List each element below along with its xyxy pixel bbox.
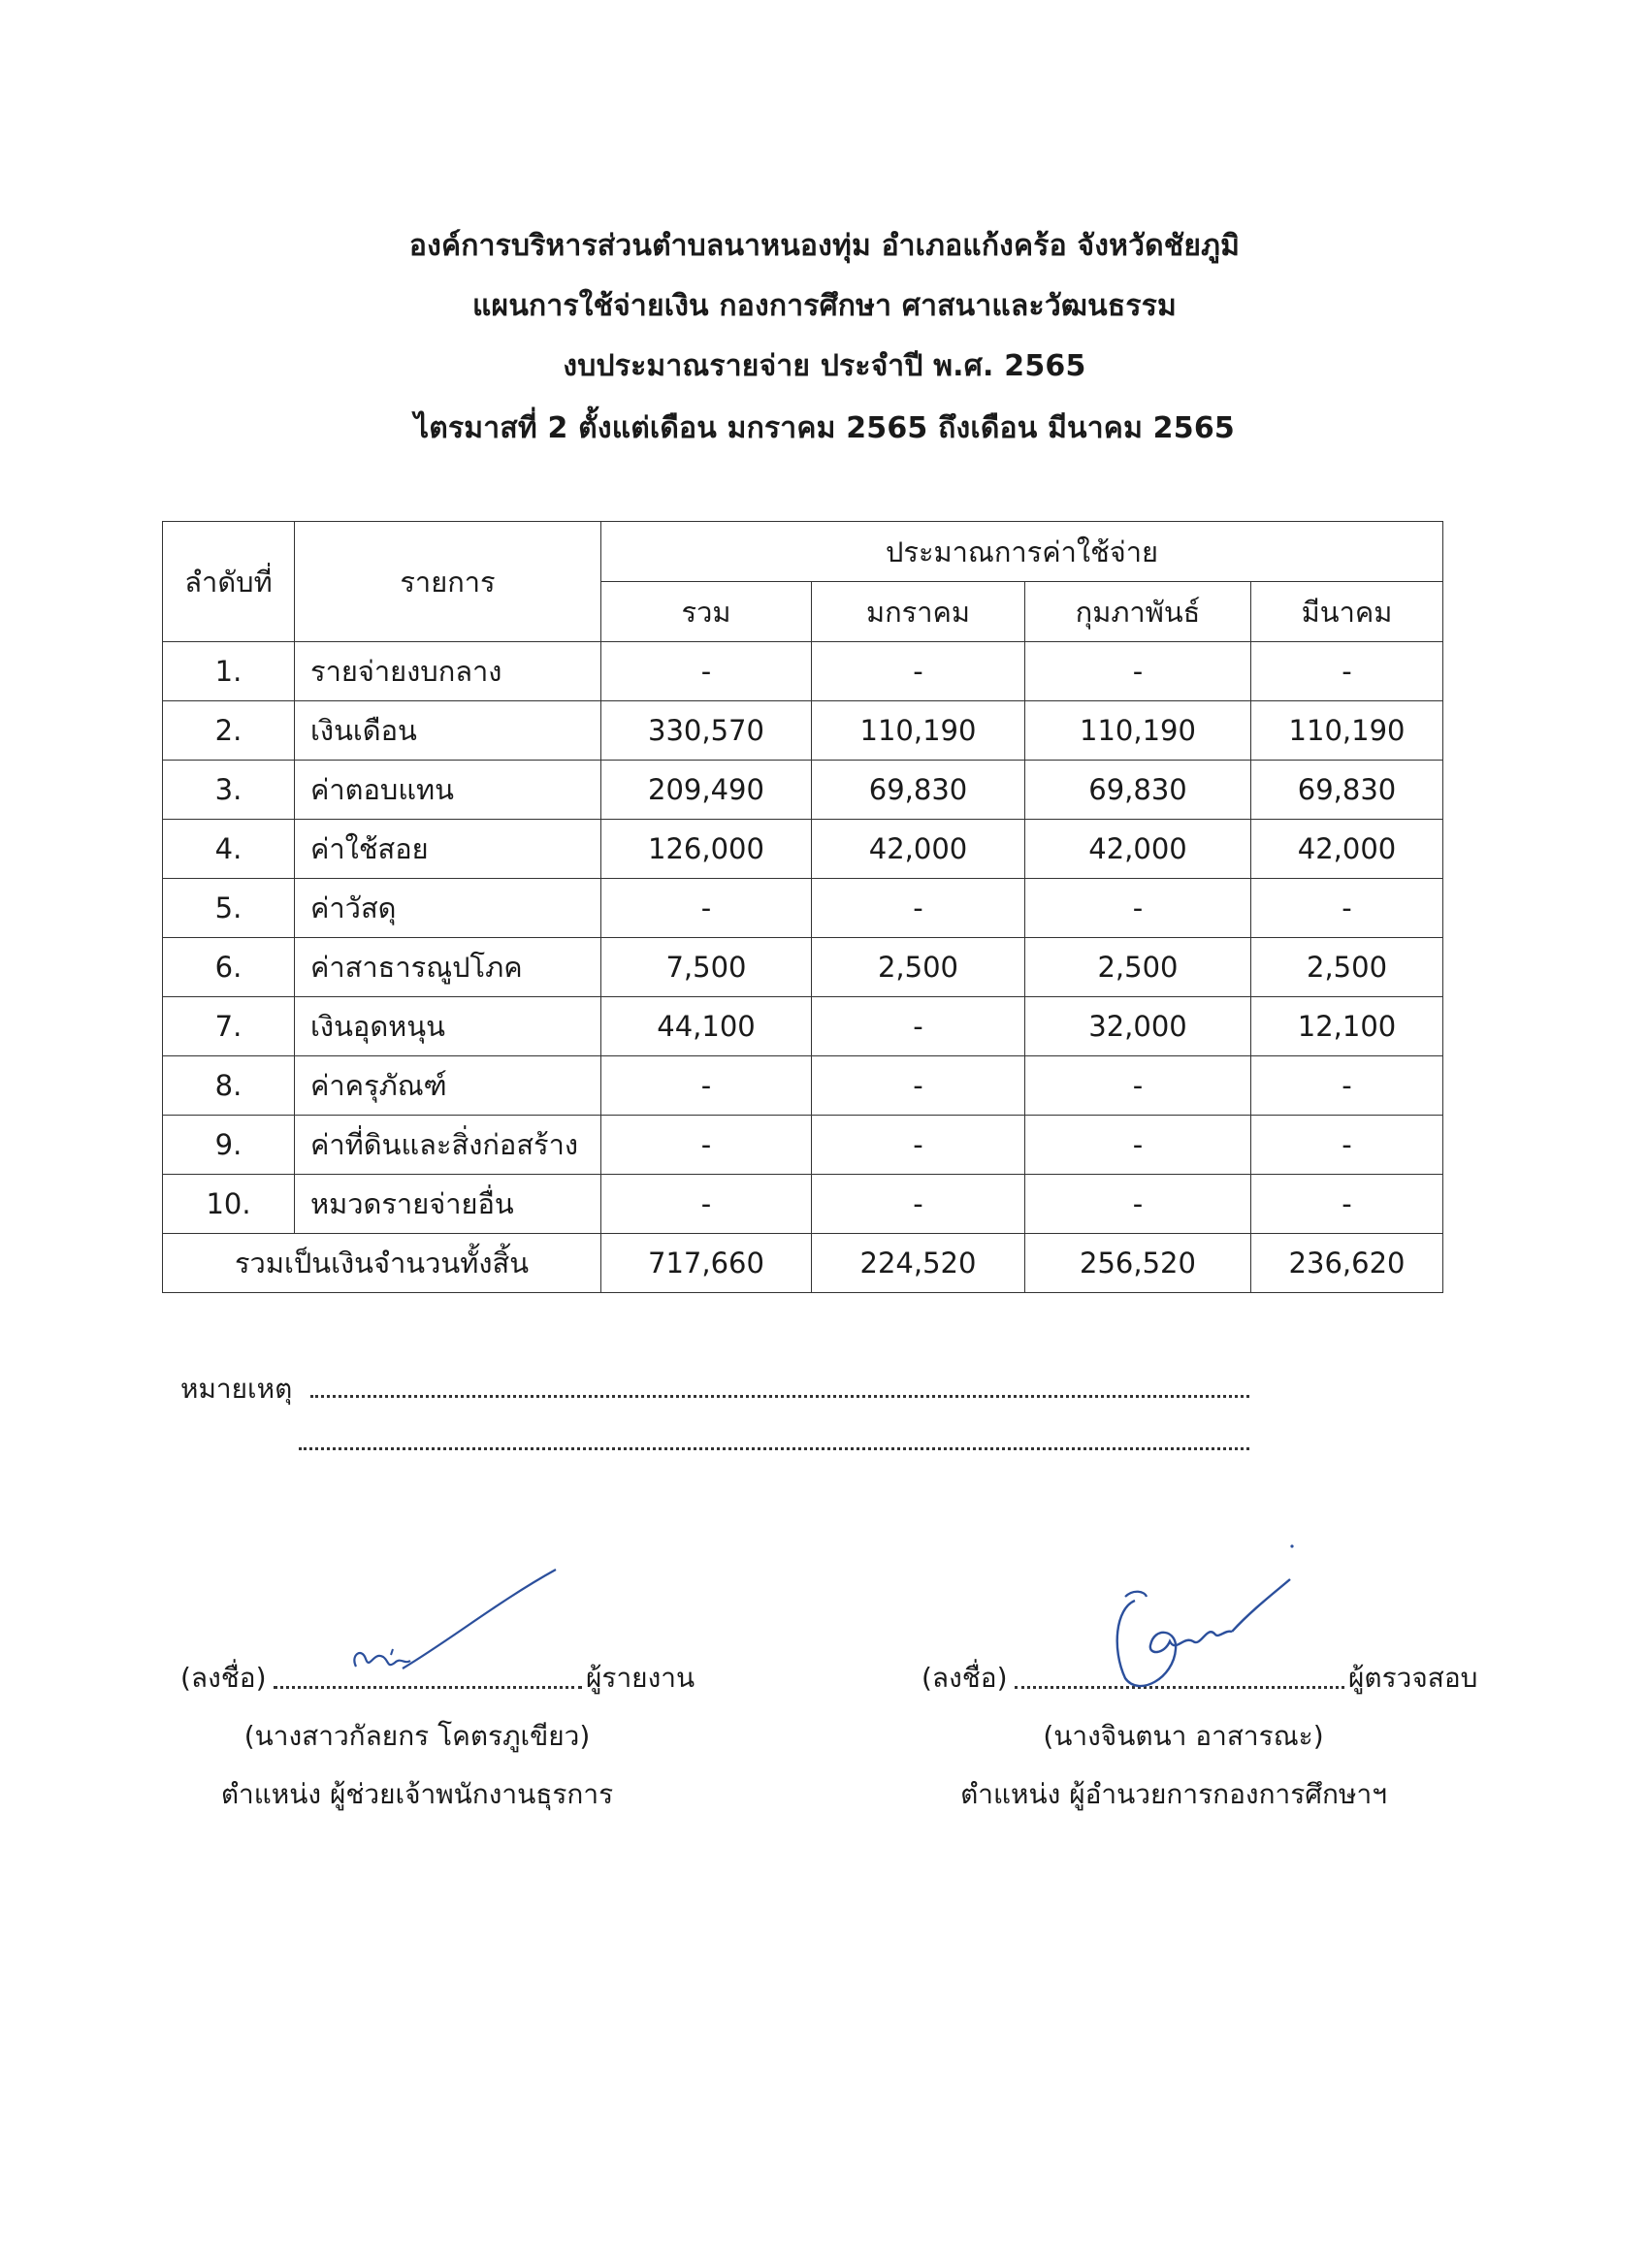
table-row	[163, 1116, 1443, 1175]
cell-january: 69,830	[812, 761, 1025, 820]
cell-january: 110,190	[812, 701, 1025, 761]
cell-no: 1.	[163, 642, 295, 701]
total-january: 224,520	[812, 1234, 1025, 1293]
cell-total: 330,570	[601, 701, 812, 761]
cell-total: 7,500	[601, 938, 812, 997]
cell-february: 69,830	[1025, 761, 1251, 820]
table-total-row	[163, 1234, 1443, 1293]
cell-march: -	[1251, 879, 1443, 938]
cell-no: 5.	[163, 879, 295, 938]
cell-march: 69,830	[1251, 761, 1443, 820]
cell-item: ค่าที่ดินและสิ่งก่อสร้าง	[295, 1116, 601, 1175]
cell-item: ค่าวัสดุ	[295, 879, 601, 938]
right-sign-prefix: (ลงชื่อ)	[922, 1662, 1008, 1694]
cell-march: -	[1251, 1116, 1443, 1175]
budget-table	[162, 521, 1443, 1293]
col-header-no: ลำดับที่	[163, 522, 295, 642]
table-row	[163, 997, 1443, 1056]
header-line-1: องค์การบริหารส่วนตำบลนาหนองทุ่ม อำเภอแก้งคร้อ จังหวัดชัยภูมิ	[408, 229, 1241, 263]
cell-item: ค่าครุภัณฑ์	[295, 1056, 601, 1116]
cell-march: -	[1251, 1175, 1443, 1234]
cell-no: 4.	[163, 820, 295, 879]
right-signature-scribble	[1086, 1533, 1300, 1707]
cell-january: -	[812, 1116, 1025, 1175]
cell-total: -	[601, 1175, 812, 1234]
remark-label: หมายเหตุ	[180, 1373, 293, 1405]
cell-february: -	[1025, 879, 1251, 938]
cell-january: -	[812, 642, 1025, 701]
cell-total: -	[601, 1116, 812, 1175]
header-line-2: แผนการใช้จ่ายเงิน กองการศึกษา ศาสนาและวัฒนธรรม	[472, 289, 1177, 323]
cell-item: เงินเดือน	[295, 701, 601, 761]
cell-february: -	[1025, 1175, 1251, 1234]
col-header-group: ประมาณการค่าใช้จ่าย	[601, 522, 1443, 582]
left-sign-role: ผู้รายงาน	[586, 1662, 695, 1694]
table-row	[163, 642, 1443, 701]
cell-no: 10.	[163, 1175, 295, 1234]
cell-item: ค่าสาธารณูปโภค	[295, 938, 601, 997]
col-header-january: มกราคม	[812, 582, 1025, 642]
header-line-4: ไตรมาสที่ 2 ตั้งแต่เดือน มกราคม 2565 ถึงเดือน มีนาคม 2565	[414, 411, 1235, 445]
cell-total: -	[601, 879, 812, 938]
table-row	[163, 761, 1443, 820]
col-header-february: กุมภาพันธ์	[1025, 582, 1251, 642]
table-row	[163, 701, 1443, 761]
cell-no: 8.	[163, 1056, 295, 1116]
table-row	[163, 820, 1443, 879]
cell-no: 3.	[163, 761, 295, 820]
cell-february: -	[1025, 1116, 1251, 1175]
cell-item: ค่าตอบแทน	[295, 761, 601, 820]
cell-item: รายจ่ายงบกลาง	[295, 642, 601, 701]
cell-total: -	[601, 642, 812, 701]
header-line-3: งบประมาณรายจ่าย ประจำปี พ.ศ. 2565	[563, 349, 1086, 383]
left-sign-name: (นางสาวกัลยกร โคตรภูเขียว)	[243, 1720, 591, 1752]
total-february: 256,520	[1025, 1234, 1251, 1293]
total-sum: 717,660	[601, 1234, 812, 1293]
cell-no: 7.	[163, 997, 295, 1056]
table-row	[163, 879, 1443, 938]
left-sign-prefix: (ลงชื่อ)	[180, 1662, 267, 1694]
cell-total: 209,490	[601, 761, 812, 820]
cell-february: -	[1025, 1056, 1251, 1116]
cell-january: -	[812, 1175, 1025, 1234]
left-sign-position: ตำแหน่ง ผู้ช่วยเจ้าพนักงานธุรการ	[220, 1778, 614, 1810]
total-label: รวมเป็นเงินจำนวนทั้งสิ้น	[163, 1234, 601, 1293]
col-header-item: รายการ	[295, 522, 601, 642]
col-header-total: รวม	[601, 582, 812, 642]
cell-total: -	[601, 1056, 812, 1116]
cell-total: 126,000	[601, 820, 812, 879]
cell-february: 110,190	[1025, 701, 1251, 761]
cell-total: 44,100	[601, 997, 812, 1056]
table-body	[163, 642, 1443, 1293]
cell-march: 110,190	[1251, 701, 1443, 761]
col-header-march: มีนาคม	[1251, 582, 1443, 642]
cell-march: 12,100	[1251, 997, 1443, 1056]
cell-march: 2,500	[1251, 938, 1443, 997]
cell-february: 2,500	[1025, 938, 1251, 997]
table-row	[163, 1056, 1443, 1116]
cell-february: 42,000	[1025, 820, 1251, 879]
right-sign-role: ผู้ตรวจสอบ	[1348, 1662, 1478, 1694]
cell-february: 32,000	[1025, 997, 1251, 1056]
cell-january: 2,500	[812, 938, 1025, 997]
right-sign-name: (นางจินตนา อาสารณะ)	[1043, 1720, 1324, 1752]
cell-march: -	[1251, 642, 1443, 701]
table-row	[163, 938, 1443, 997]
cell-january: -	[812, 997, 1025, 1056]
remark-dotted-line	[299, 1447, 1249, 1450]
right-sign-position: ตำแหน่ง ผู้อำนวยการกองการศึกษาฯ	[960, 1778, 1387, 1810]
cell-no: 9.	[163, 1116, 295, 1175]
cell-march: 42,000	[1251, 820, 1443, 879]
cell-item: ค่าใช้สอย	[295, 820, 601, 879]
table-row	[163, 1175, 1443, 1234]
cell-january: -	[812, 879, 1025, 938]
left-signature-scribble	[344, 1562, 567, 1698]
cell-item: หมวดรายจ่ายอื่น	[295, 1175, 601, 1234]
cell-no: 2.	[163, 701, 295, 761]
total-march: 236,620	[1251, 1234, 1443, 1293]
cell-january: -	[812, 1056, 1025, 1116]
cell-february: -	[1025, 642, 1251, 701]
remark-dotted-line	[310, 1395, 1249, 1398]
cell-no: 6.	[163, 938, 295, 997]
cell-march: -	[1251, 1056, 1443, 1116]
cell-january: 42,000	[812, 820, 1025, 879]
cell-item: เงินอุดหนุน	[295, 997, 601, 1056]
